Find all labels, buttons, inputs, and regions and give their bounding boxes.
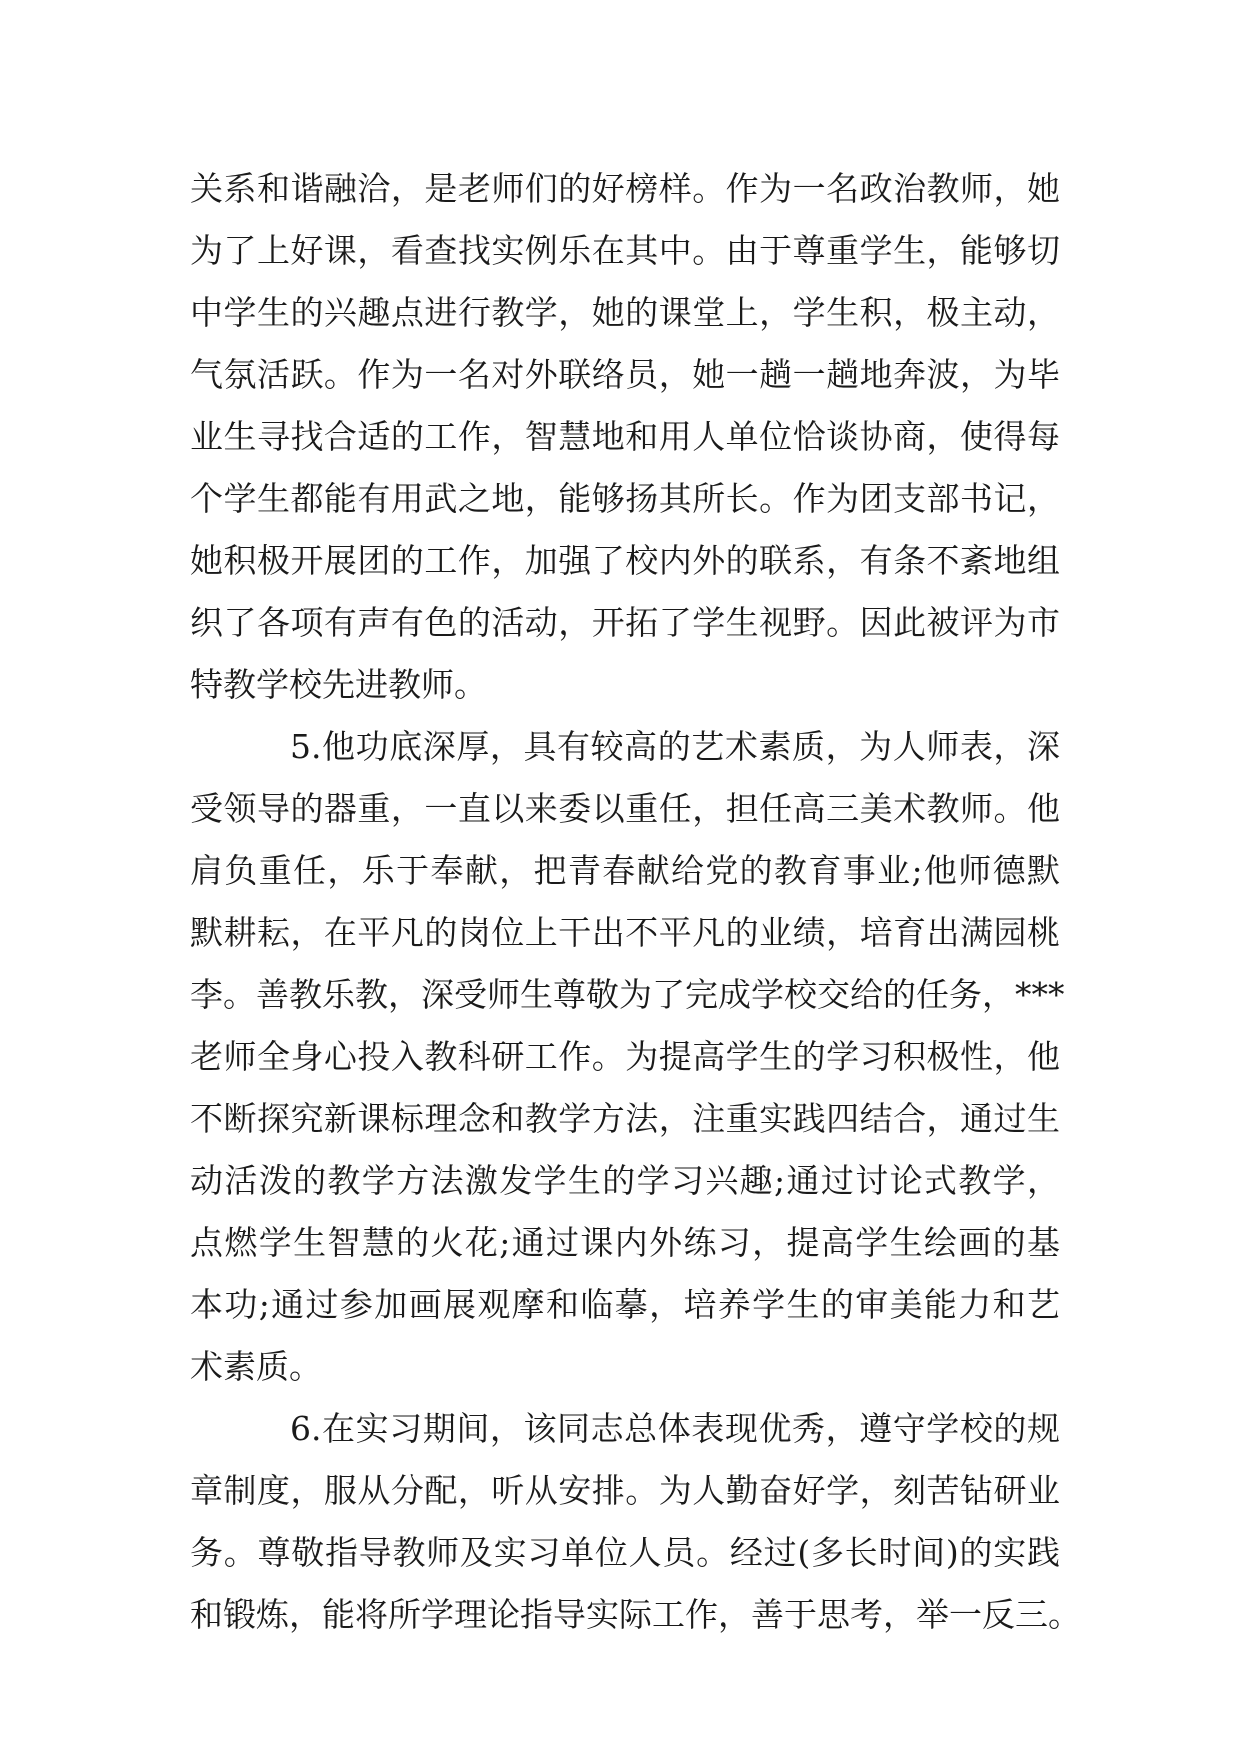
text-line: 特教学校先进教师。 xyxy=(190,665,487,704)
text-line: 她积极开展团的工作，加强了校内外的联系，有条不紊地组 xyxy=(190,541,1060,580)
text-line: 老师全身心投入教科研工作。为提高学生的学习积极性，他 xyxy=(190,1037,1060,1076)
text-line: 务。尊敬指导教师及实习单位人员。经过(多长时间)的实践 xyxy=(190,1533,1060,1572)
text-line: 织了各项有声有色的活动，开拓了学生视野。因此被评为市 xyxy=(190,603,1060,642)
text-line: 业生寻找合适的工作，智慧地和用人单位恰谈协商，使得每 xyxy=(190,417,1060,456)
text-line: 中学生的兴趣点进行教学，她的课堂上，学生积，极主动， xyxy=(190,293,1060,332)
text-line: 动活泼的教学方法激发学生的学习兴趣;通过讨论式教学， xyxy=(190,1161,1060,1200)
text-line: 点燃学生智慧的火花;通过课内外练习，提高学生绘画的基 xyxy=(190,1223,1060,1262)
text-line: 和锻炼，能将所学理论指导实际工作，善于思考，举一反三。 xyxy=(190,1595,1081,1634)
paragraph-6-first-line: 6.在实习期间，该同志总体表现优秀，遵守学校的规 xyxy=(290,1409,1060,1448)
text-line: 气氛活跃。作为一名对外联络员，她一趟一趟地奔波，为毕 xyxy=(190,355,1060,394)
text-line: 本功;通过参加画展观摩和临摹，培养学生的审美能力和艺 xyxy=(190,1285,1060,1324)
text-line: 章制度，服从分配，听从安排。为人勤奋好学，刻苦钻研业 xyxy=(190,1471,1060,1510)
paragraph-5-first-line: 5.他功底深厚，具有较高的艺术素质，为人师表，深 xyxy=(290,727,1060,766)
text-line: 李。善教乐教，深受师生尊敬为了完成学校交给的任务，*** xyxy=(190,975,1065,1014)
text-line: 个学生都能有用武之地，能够扬其所长。作为团支部书记， xyxy=(190,479,1060,518)
body-text xyxy=(190,158,1081,1646)
text-line: 关系和谐融洽，是老师们的好榜样。作为一名政治教师，她 xyxy=(190,169,1060,208)
text-line: 不断探究新课标理念和教学方法，注重实践四结合，通过生 xyxy=(190,1099,1060,1138)
text-line: 受领导的器重，一直以来委以重任，担任高三美术教师。他 xyxy=(190,789,1060,828)
text-line: 默耕耘，在平凡的岗位上干出不平凡的业绩，培育出满园桃 xyxy=(190,913,1060,952)
text-line: 肩负重任，乐于奉献，把青春献给党的教育事业;他师德默 xyxy=(190,851,1060,890)
text-line: 术素质。 xyxy=(190,1347,322,1386)
text-line: 为了上好课，看查找实例乐在其中。由于尊重学生，能够切 xyxy=(190,231,1060,270)
